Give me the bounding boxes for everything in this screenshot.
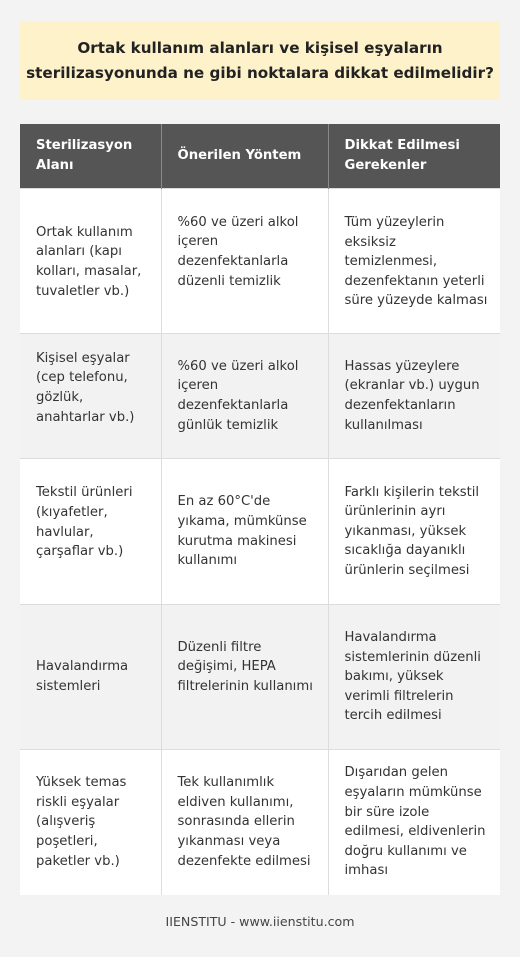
cell-method-text: %60 ve üzeri alkol içeren dezenfektanlarla günlük temizlik xyxy=(177,358,299,433)
cell-area xyxy=(20,189,161,334)
table-row xyxy=(20,605,500,750)
cell-method-text: Düzenli filtre değişimi, HEPA filtrelerinin kullanımı xyxy=(177,639,313,694)
cell-area-text: Kişisel eşyalar (cep telefonu, gözlük, anahtarlar vb.) xyxy=(36,350,135,425)
cell-area-text: Yüksek temas riskli eşyalar (alışveriş poşetleri, paketler vb.) xyxy=(36,775,127,869)
page-title xyxy=(26,36,494,86)
cell-method xyxy=(161,750,328,895)
sterilization-table xyxy=(20,124,500,895)
cell-method xyxy=(161,459,328,605)
cell-area xyxy=(20,605,161,750)
cell-area xyxy=(20,459,161,605)
column-header-notes: Dikkat Edilmesi Gerekenler xyxy=(328,124,500,189)
cell-method xyxy=(161,605,328,750)
footer-credit: IIENSTITU - www.iienstitu.com xyxy=(165,914,355,929)
cell-notes-text: Farklı kişilerin tekstil ürünlerinin ayrı yıkanması, yüksek sıcaklığa dayanıklı ürünlerin seçilmesi xyxy=(344,484,480,578)
table-row xyxy=(20,334,500,459)
cell-method xyxy=(161,189,328,334)
cell-method-text: Tek kullanımlık eldiven kullanımı, sonrasında ellerin yıkanması veya dezenfekte edilmesi xyxy=(177,775,311,869)
cell-notes xyxy=(328,459,500,605)
cell-notes-text: Hassas yüzeylere (ekranlar vb.) uygun dezenfektanların kullanılması xyxy=(344,358,480,433)
column-header-method: Önerilen Yöntem xyxy=(161,124,328,189)
cell-notes xyxy=(328,750,500,895)
cell-notes-text: Tüm yüzeylerin eksiksiz temizlenmesi, dezenfektanın yeterli süre yüzeyde kalması xyxy=(344,215,488,309)
cell-notes-text: Dışarıdan gelen eşyaların mümkünse bir süre izole edilmesi, eldivenlerin doğru kullanımı ve imhası xyxy=(344,765,486,879)
cell-method-text: %60 ve üzeri alkol içeren dezenfektanlarla düzenli temizlik xyxy=(177,214,299,289)
title-line-2: sterilizasyonunda ne gibi noktalara dikkat edilmelidir? xyxy=(26,63,494,82)
cell-method xyxy=(161,334,328,459)
title-line-1: Ortak kullanım alanları ve kişisel eşyaların xyxy=(77,38,443,57)
cell-area-text: Havalandırma sistemleri xyxy=(36,659,129,694)
cell-method-text: En az 60°C'de yıkama, mümkünse kurutma makinesi kullanımı xyxy=(177,494,307,569)
cell-notes xyxy=(328,334,500,459)
cell-area xyxy=(20,750,161,895)
table-row xyxy=(20,750,500,895)
title-banner xyxy=(20,21,500,100)
cell-area-text: Ortak kullanım alanları (kapı kolları, masalar, tuvaletler vb.) xyxy=(36,224,142,299)
cell-area xyxy=(20,334,161,459)
table-row xyxy=(20,189,500,334)
cell-notes xyxy=(328,605,500,750)
table-row xyxy=(20,459,500,605)
column-header-area: Sterilizasyon Alanı xyxy=(20,124,161,189)
cell-notes-text: Havalandırma sistemlerinin düzenli bakımı, yüksek verimli filtrelerin tercih edilmesi xyxy=(344,630,481,724)
cell-area-text: Tekstil ürünleri (kıyafetler, havlular, çarşaflar vb.) xyxy=(36,485,133,560)
cell-notes xyxy=(328,189,500,334)
table-header-row xyxy=(20,124,500,189)
